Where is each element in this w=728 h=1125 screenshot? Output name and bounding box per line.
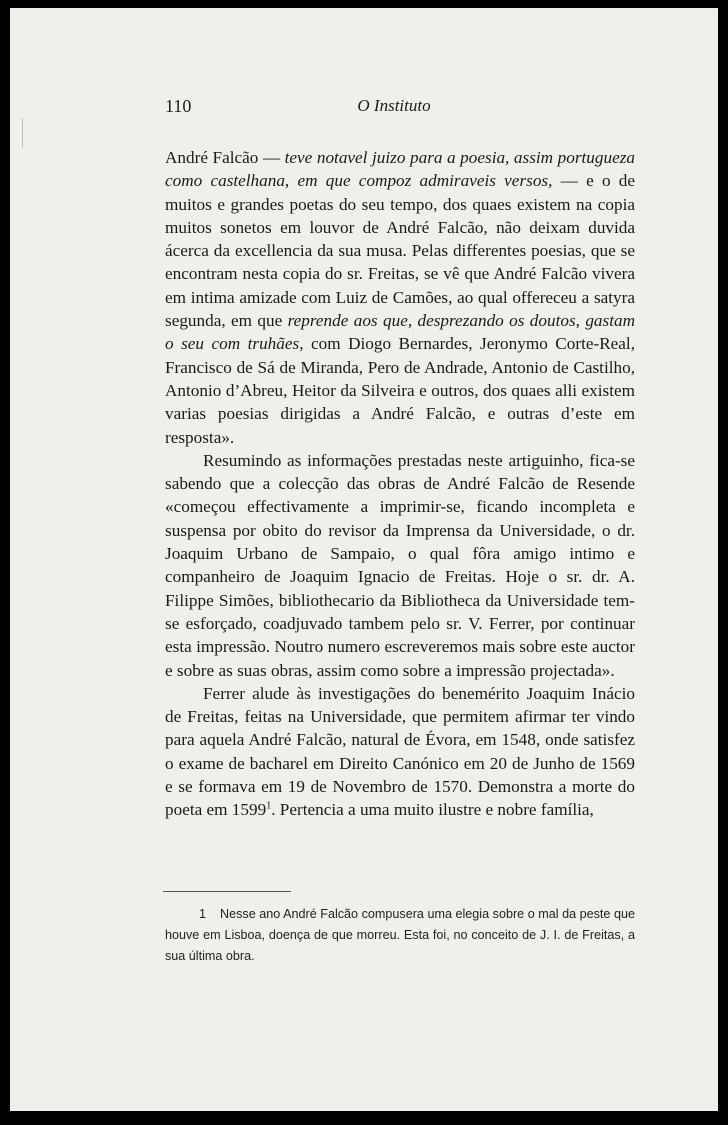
page-number: 110 [165,96,192,116]
paragraph-3-tail: . Pertencia a uma muito ilustre e nobre família, [271,800,594,820]
footnote-1 [165,904,635,967]
paragraph-1 [165,146,635,449]
paragraph-3-text: Ferrer alude às investigações do benemérito Joaquim Inácio de Freitas, feitas na Universidade, que permitem afirmar ter vindo para aquela André Falcão, natural de Évora, em 1548, onde satisfez o exame de bacharel em Direito Canónico em 20 de Junho de 1569 e se formava em 19 de Novembro de 1570. Demonstra a morte do poeta em 1599 [165,683,635,820]
paragraph-1-part-2: — e o de muitos e grandes poetas do seu tempo, dos quaes existem na copia muitos sonetos em louvor de André Falcão, não deixam duvida ácerca da excellencia da sua musa. Pelas differentes poesias, que se encontram nesta copia do sr. Freitas, se vê que André Falcão vivera em intima amizade com Luiz de Camões, ao qual offereceu a satyra segunda, em que [165,171,636,331]
body-text [165,146,635,822]
paragraph-1-quote-1: teve notavel juizo para a poesia, assim portugueza como castelhana, em que compoz admiraveis versos, [165,148,635,191]
footnote-text: Nesse ano André Falcão compusera uma elegia sobre o mal da peste que houve em Lisboa, doença de que morreu. Esta foi, no conceito de J. I. de Freitas, a sua última obra. [165,907,635,963]
footnote-marker: 1 [199,907,207,921]
paragraph-2: Resumindo as informações prestadas neste artiguinho, fica-se sabendo que a colecção das obras de André Falcão de Resende «começou effectivamente a imprimir-se, ficando incompleta e suspensa por obito do revisor da Imprensa da Universidade, o dr. Joaquim Urbano de Sampaio, o qual fôra amigo intimo e companheiro de Joaquim Ignacio de Freitas. Hoje o sr. dr. A. Filippe Simões, bibliothecario da Bibliotheca da Universidade tem-se esforçado, coadjuvado tambem pelo sr. V. Ferrer, por continuar esta impressão. Noutro numero escreveremos mais sobre este auctor e sobre as suas obras, assim como sobre a impressão projectada». [165,450,635,680]
footnote-reference[interactable]: 1 [266,800,272,812]
scan-edge-mark [22,118,23,148]
paragraph-3 [165,682,635,822]
paragraph-1-part-3: com Diogo Bernardes, Jeronymo Corte-Real, Francisco de Sá de Miranda, Pero de Andrade, Antonio de Castilho, Antonio d’Abreu, Heitor da Silveira e outros, dos quaes alli existem varias poesias dirigidas a André Falcão, e outras d’este em resposta». [165,334,635,447]
page-header [153,96,635,118]
footnote-divider [163,891,291,892]
paragraph-1-part-1: André Falcão — [165,148,285,167]
paragraph-1-quote-2: reprende aos que, desprezando os doutos, gastam o seu com truhães, [165,311,635,354]
footnotes [165,904,635,967]
running-title: O Instituto [357,96,431,115]
